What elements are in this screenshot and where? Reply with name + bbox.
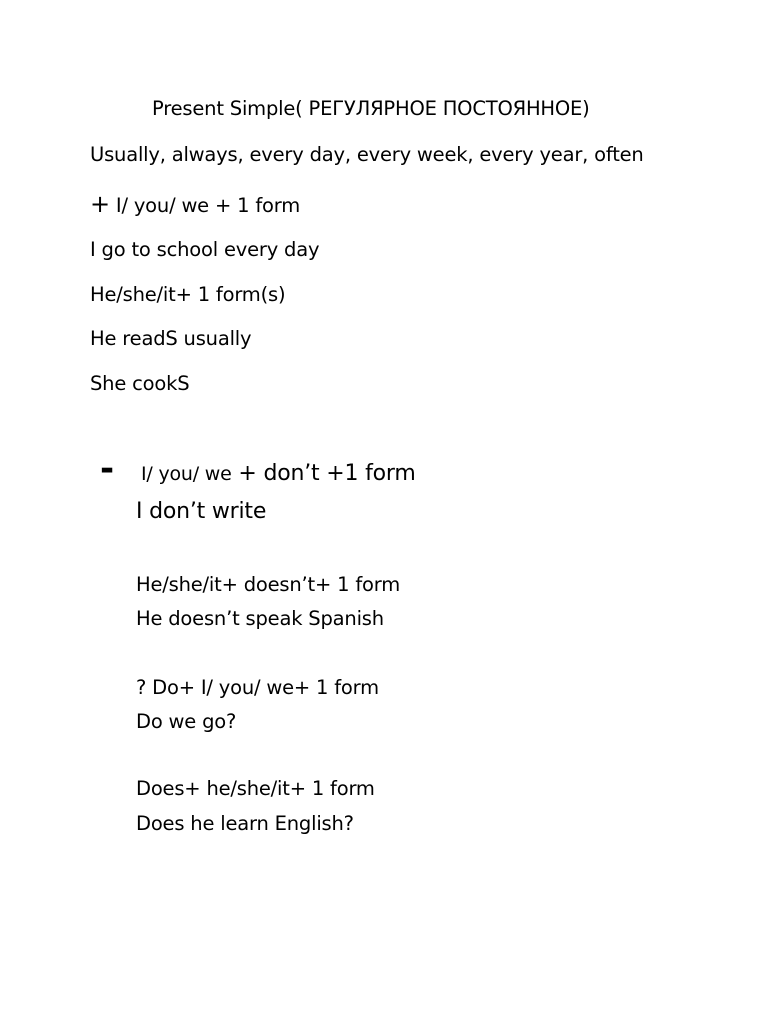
positive-example-1: I go to school every day: [90, 238, 320, 261]
positive-rule-1: [90, 192, 300, 218]
minus-sign: -: [100, 449, 115, 489]
positive-example-2: He readS usually: [90, 327, 252, 350]
negative-rule-2: He/she/it+ doesn’t+ 1 form: [136, 573, 400, 596]
negative-rule-1-pronouns: I/ you/ we: [141, 463, 232, 485]
question-rule-1: ? Do+ I/ you/ we+ 1 form: [136, 676, 379, 699]
time-markers: Usually, always, every day, every week, every year, often: [90, 143, 644, 166]
question-rule-2: Does+ he/she/it+ 1 form: [136, 777, 375, 800]
question-example-2: Does he learn English?: [136, 812, 354, 835]
plus-sign: +: [90, 190, 110, 218]
negative-rule-1: [141, 461, 416, 487]
positive-rule-2: He/she/it+ 1 form(s): [90, 283, 286, 306]
positive-rule-1-text: I/ you/ we + 1 form: [115, 194, 300, 217]
positive-example-3: She cookS: [90, 372, 190, 395]
negative-rule-1-rest: + don’t +1 form: [231, 461, 416, 486]
negative-example-1: I don’t write: [136, 499, 267, 524]
question-example-1: Do we go?: [136, 710, 237, 733]
page-title: Present Simple( РЕГУЛЯРНОЕ ПОСТОЯННОЕ): [152, 97, 590, 120]
negative-example-2: He doesn’t speak Spanish: [136, 607, 384, 630]
